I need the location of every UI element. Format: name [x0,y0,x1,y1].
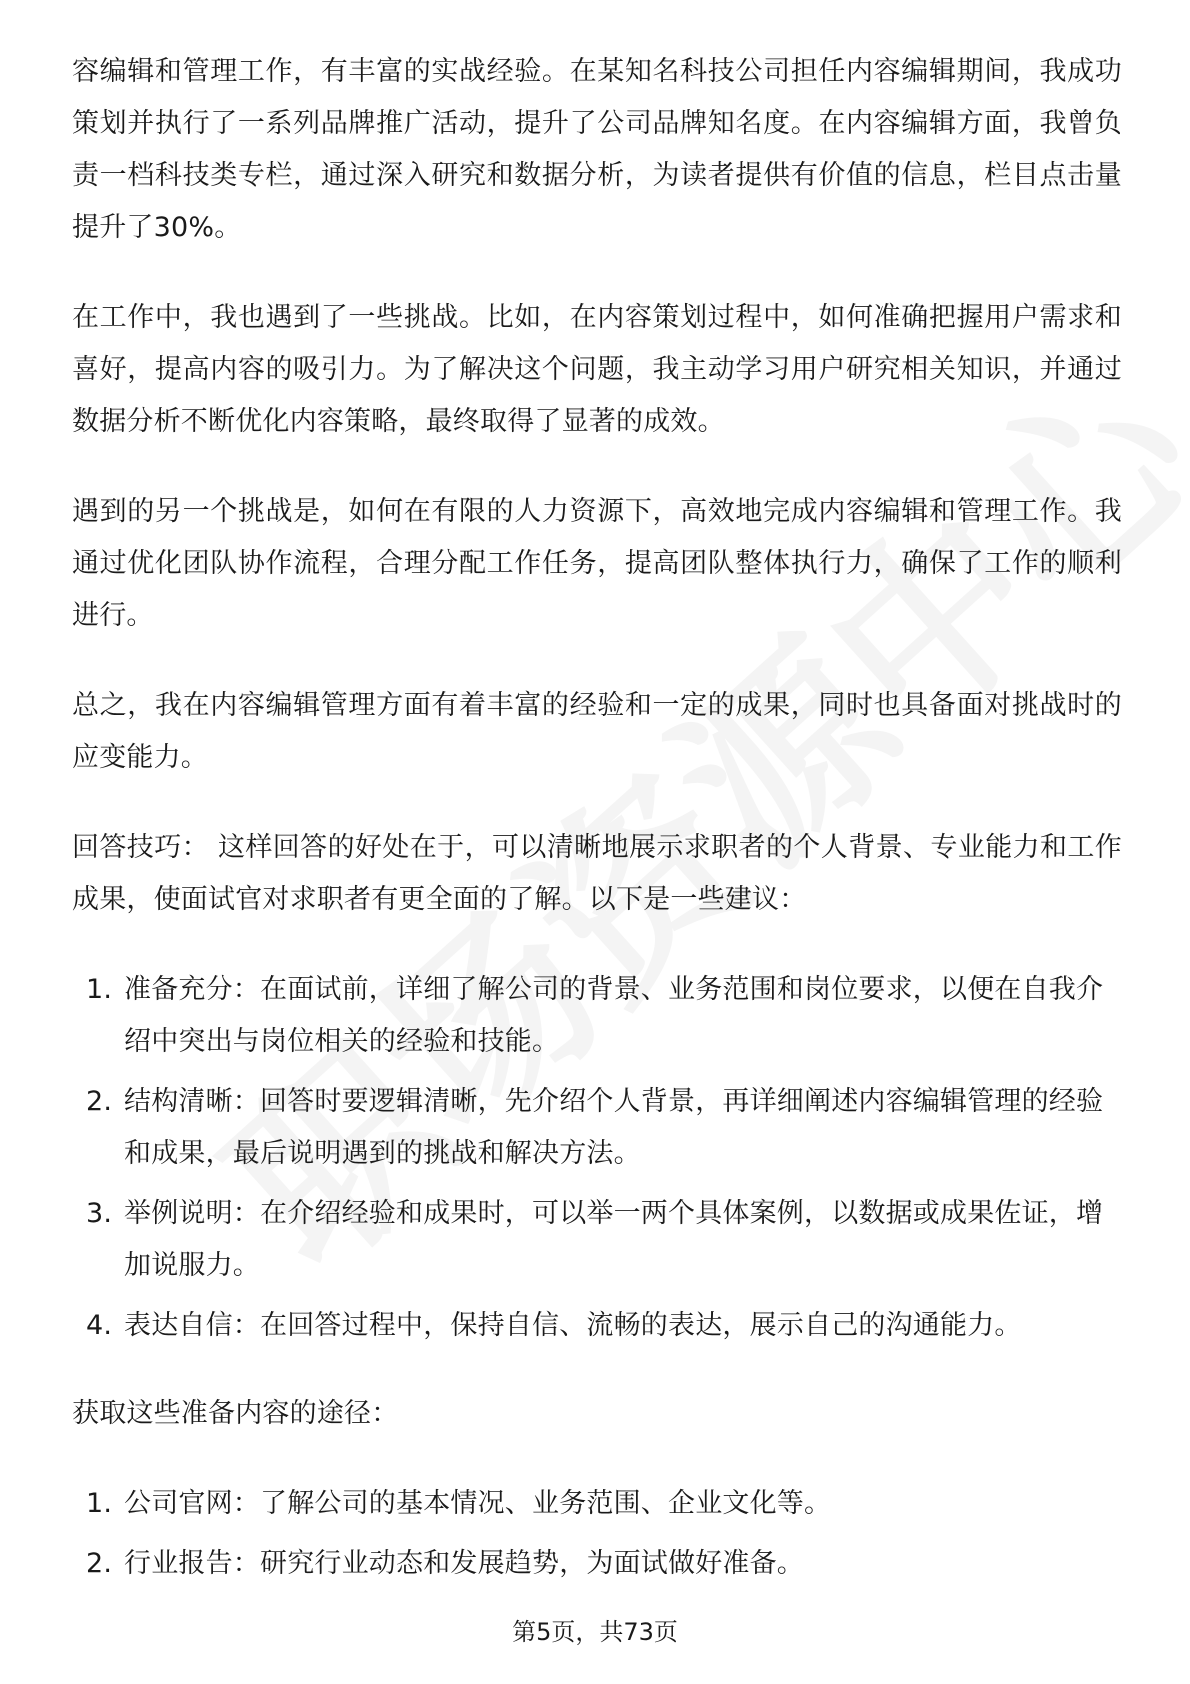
list-text: 结构清晰：回答时要逻辑清晰，先介绍个人背景，再详细阐述内容编辑管理的经验和成果，最后说明遇到的挑战和解决方法。 [124,1086,1104,1169]
list-text: 表达自信：在回答过程中，保持自信、流畅的表达，展示自己的沟通能力。 [124,1310,1022,1341]
sources-list [72,1478,1122,1590]
list-text: 行业报告：研究行业动态和发展趋势，为面试做好准备。 [124,1548,804,1579]
paragraph-experience: 容编辑和管理工作，有丰富的实战经验。在某知名科技公司担任内容编辑期间，我成功策划并执行了一系列品牌推广活动，提升了公司品牌知名度。在内容编辑方面，我曾负责一档科技类专栏，通过深入研究和数据分析，为读者提供有价值的信息，栏目点击量提升了30%。 [72,56,1122,243]
list-item [72,1188,1122,1292]
list-number: 3. [86,1198,113,1229]
paragraph-answer-tips: 回答技巧： 这样回答的好处在于，可以清晰地展示求职者的个人背景、专业能力和工作成果，使面试官对求职者有更全面的了解。以下是一些建议： [72,832,1122,915]
list-number: 1. [86,1488,113,1519]
list-item [72,1478,1122,1530]
list-number: 4. [86,1310,113,1341]
page-content [72,46,1122,1626]
list-item [72,1300,1122,1352]
list-number: 2. [86,1548,113,1579]
list-item [72,1076,1122,1180]
list-text: 公司官网：了解公司的基本情况、业务范围、企业文化等。 [124,1488,832,1519]
list-number: 2. [86,1086,113,1117]
list-item [72,1538,1122,1590]
paragraph-summary: 总之，我在内容编辑管理方面有着丰富的经验和一定的成果，同时也具备面对挑战时的应变能力。 [72,690,1122,773]
paragraph-challenge-2: 遇到的另一个挑战是，如何在有限的人力资源下，高效地完成内容编辑和管理工作。我通过优化团队协作流程，合理分配工作任务，提高团队整体执行力，确保了工作的顺利进行。 [72,496,1122,631]
tips-list [72,964,1122,1352]
list-number: 1. [86,974,113,1005]
sources-heading: 获取这些准备内容的途径： [72,1398,399,1429]
list-text: 举例说明：在介绍经验和成果时，可以举一两个具体案例，以数据或成果佐证，增加说服力。 [124,1198,1104,1281]
page-footer: 第5页，共73页 [512,1618,678,1646]
paragraph-challenge-1: 在工作中，我也遇到了一些挑战。比如，在内容策划过程中，如何准确把握用户需求和喜好，提高内容的吸引力。为了解决这个问题，我主动学习用户研究相关知识，并通过数据分析不断优化内容策略，最终取得了显著的成效。 [72,302,1122,437]
list-text: 准备充分：在面试前，详细了解公司的背景、业务范围和岗位要求，以便在自我介绍中突出与岗位相关的经验和技能。 [124,974,1104,1057]
list-item [72,964,1122,1068]
